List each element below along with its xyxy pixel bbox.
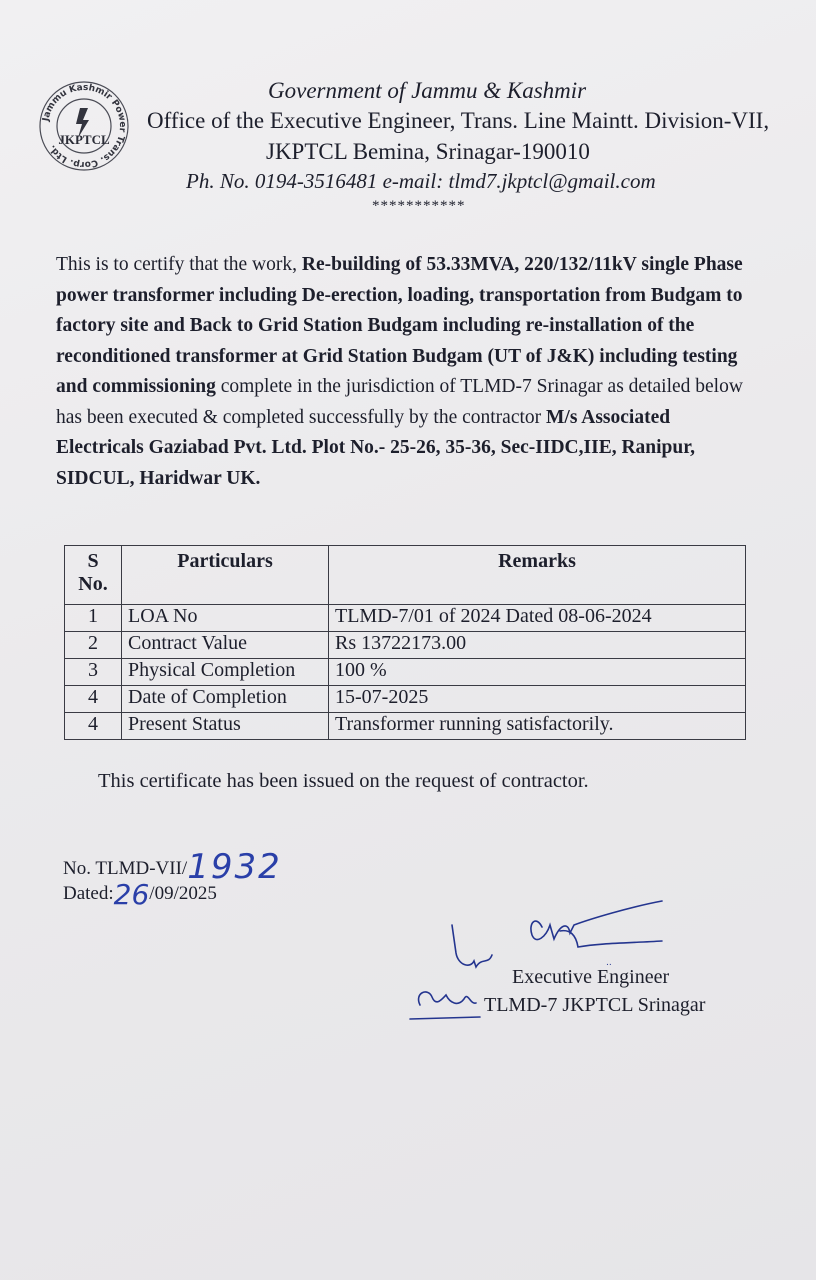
logo-text: JKPTCL [58,132,110,147]
separator: *********** [372,198,466,214]
office-name: Office of the Executive Engineer, Trans. Line Maintt. Division-VII, [147,108,770,133]
office-address: JKPTCL Bemina, Srinagar-190010 [266,139,590,164]
header-sno: S No. [65,546,122,605]
table-row [65,686,746,713]
scope-text: complete in the jurisdiction of TLMD-7 Srinagar as detailed below has been executed & completed successfully by the contractor [56,376,743,428]
issuance-note: This certificate has been issued on the request of contractor. [98,770,589,792]
cell-particular: LOA No [122,605,329,632]
ref-label: No. TLMD-VII/ [63,858,188,879]
signatory-unit: TLMD-7 JKPTCL Srinagar [484,994,706,1016]
svg-text:Jammu Kashmir Power Trans. Cor: Jammu Kashmir Power Trans. Corp. Ltd. [41,82,128,170]
signatory-designation: Executive Engineer [512,966,670,988]
cell-particular: Date of Completion [122,686,329,713]
ref-number-handwritten: 1932 [187,847,282,887]
dated-day-handwritten: 26 [113,878,150,911]
header-particulars: Particulars [122,546,329,605]
cell-sno: 2 [65,632,122,659]
cell-particular: Present Status [122,713,329,740]
phone-number: Ph. No. 0194-3516481 [186,169,378,193]
government-title: Government of Jammu & Kashmir [268,78,587,103]
cell-sno: 4 [65,713,122,740]
contact-line [186,169,656,194]
table-row [65,713,746,740]
intro-text: This is to certify that the work, [56,254,302,275]
cell-remark: Transformer running satisfactorily. [329,713,746,740]
jkptcl-logo [36,78,132,174]
dated-rest: /09/2025 [149,883,217,904]
cell-sno: 4 [65,686,122,713]
email-address: tlmd7.jkptcl@gmail.com [448,169,656,193]
svg-text:..: .. [606,958,612,968]
header-remarks: Remarks [329,546,746,605]
cell-particular: Physical Completion [122,659,329,686]
details-table [64,545,746,740]
cell-sno: 1 [65,605,122,632]
table-row [65,659,746,686]
contractor-name: M/s Associated Electricals Gaziabad Pvt. Ltd. Plot No.- 25-26, 35-36, Sec-IIDC,IIE, Ranipur, SIDCUL, Haridwar UK. [56,406,695,489]
work-title: Re-building of 53.33MVA, 220/132/11kV single Phase power transformer including De-erection, loading, transportation from Budgam to factory site and Back to Grid Station Budgam including re-installation of the reconditioned transformer at Grid Station Budgam (UT of J&K) including testing and commissioning [56,254,743,397]
cell-remark: TLMD-7/01 of 2024 Dated 08-06-2024 [329,605,746,632]
cell-remark: 100 % [329,659,746,686]
cell-particular: Contract Value [122,632,329,659]
dated-label: Dated: [63,883,114,904]
table-row [65,605,746,632]
email-label: e-mail: [382,169,444,193]
table-row [65,632,746,659]
cell-remark: Rs 13722173.00 [329,632,746,659]
certificate-paragraph [56,250,756,494]
issue-date [63,873,217,911]
cell-remark: 15-07-2025 [329,686,746,713]
cell-sno: 3 [65,659,122,686]
table-header-row [65,546,746,605]
